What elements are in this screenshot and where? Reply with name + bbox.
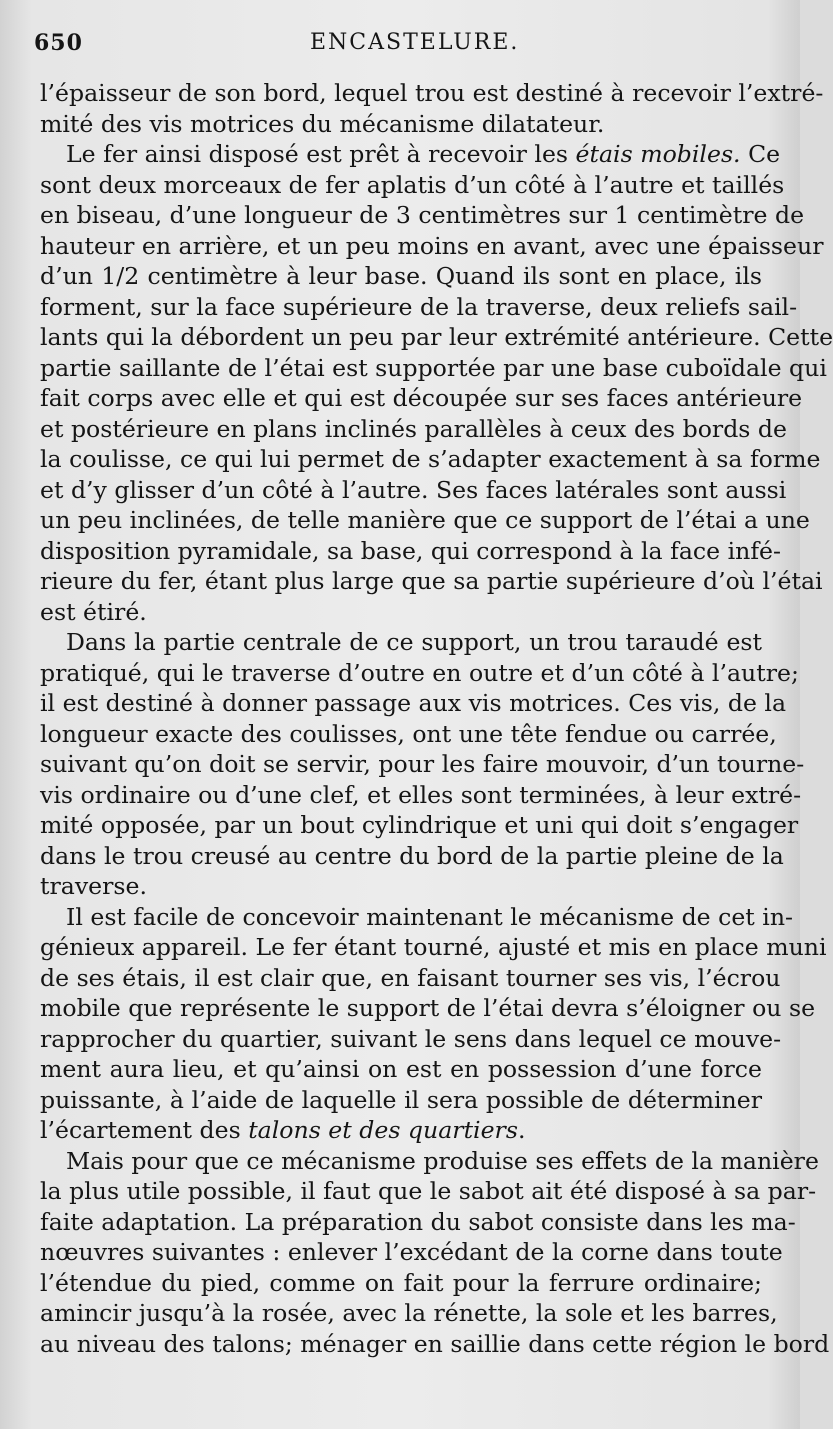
text-line: Il est facile de concevoir maintenant le mécanisme de cet in- <box>66 902 794 931</box>
text-line: en biseau, d’une longueur de 3 centimètres sur 1 centimètre de <box>40 201 805 229</box>
text-line <box>40 139 781 170</box>
text-line: un peu inclinées, de telle manière que ce support de l’étai a une <box>40 506 810 534</box>
text-span: Ce <box>748 140 781 168</box>
text-line: vis ordinaire ou d’une clef, et elles sont terminées, à leur extré- <box>40 780 802 809</box>
text-line <box>40 1115 762 1146</box>
text-line: rapprocher du quartier, suivant le sens dans lequel ce mouve- <box>40 1024 782 1053</box>
text-line: la coulisse, ce qui lui permet de s’adapter exactement à sa forme <box>40 445 821 473</box>
text-line: l’étendue du pied, comme on fait pour la ferrure ordinaire; <box>40 1268 762 1297</box>
text-line: partie saillante de l’étai est supportée par une base cuboïdale qui <box>40 353 827 382</box>
text-line: traverse. <box>40 872 147 900</box>
text-span: Le fer ainsi disposé est prêt à recevoir les <box>66 140 569 168</box>
text-line: suivant qu’on doit se servir, pour les faire mouvoir, d’un tourne- <box>40 750 805 778</box>
text-line: et postérieure en plans inclinés parallèles à ceux des bords de <box>40 414 787 443</box>
text-line: de ses étais, il est clair que, en faisant tourner ses vis, l’écrou <box>40 963 781 992</box>
page-number: 650 <box>34 30 83 56</box>
text-line: l’épaisseur de son bord, lequel trou est destiné à recevoir l’extré- <box>40 79 824 107</box>
text-line: faite adaptation. La préparation du sabot consiste dans les ma- <box>40 1207 796 1236</box>
text-line: hauteur en arrière, et un peu moins en avant, avec une épaisseur <box>40 231 824 260</box>
text-line: et d’y glisser d’un côté à l’autre. Ses faces latérales sont aussi <box>40 475 787 504</box>
text-line: dans le trou creusé au centre du bord de la partie pleine de la <box>40 841 784 870</box>
italic-term: étais mobiles. <box>575 140 741 168</box>
text-span: . <box>517 1116 526 1144</box>
page-header <box>34 30 760 64</box>
text-line: amincir jusqu’à la rosée, avec la rénette, la sole et les barres, <box>40 1299 778 1327</box>
text-line: disposition pyramidale, sa base, qui correspond à la face infé- <box>40 536 781 565</box>
text-line: mité opposée, par un bout cylindrique et uni qui doit s’engager <box>40 811 799 839</box>
text-line: la plus utile possible, il faut que le sabot ait été disposé à sa par- <box>40 1177 817 1205</box>
text-line: rieure du fer, étant plus large que sa partie supérieure d’où l’étai <box>40 567 823 595</box>
text-line: sont deux morceaux de fer aplatis d’un côté à l’autre et taillés <box>40 170 785 199</box>
text-line: au niveau des talons; ménager en saillie dans cette région le bord <box>40 1329 830 1358</box>
text-line: ment aura lieu, et qu’ainsi on est en possession d’une force <box>40 1055 762 1083</box>
body-text <box>40 78 833 1359</box>
text-line: Dans la partie centrale de ce support, un trou taraudé est <box>66 628 762 656</box>
text-span: l’écartement des <box>40 1116 241 1144</box>
italic-term: talons et des quartiers <box>248 1116 518 1144</box>
text-line: mité des vis motrices du mécanisme dilatateur. <box>40 109 605 138</box>
text-line: pratiqué, qui le traverse d’outre en outre et d’un côté à l’autre; <box>40 658 799 687</box>
text-line: lants qui la débordent un peu par leur extrémité antérieure. Cette <box>40 323 833 351</box>
text-line: fait corps avec elle et qui est découpée sur ses faces antérieure <box>40 384 803 412</box>
text-line: puissante, à l’aide de laquelle il sera possible de déterminer <box>40 1085 762 1114</box>
text-line: Mais pour que ce mécanisme produise ses effets de la manière <box>66 1146 819 1175</box>
text-line: d’un 1/2 centimètre à leur base. Quand ils sont en place, ils <box>40 262 762 290</box>
text-line: est étiré. <box>40 597 147 626</box>
text-line: forment, sur la face supérieure de la traverse, deux reliefs sail- <box>40 292 798 321</box>
running-title: ENCASTELURE. <box>310 30 520 55</box>
text-line: mobile que représente le support de l’étai devra s’éloigner ou se <box>40 994 816 1022</box>
text-line: longueur exacte des coulisses, ont une tête fendue ou carrée, <box>40 719 777 748</box>
text-line: il est destiné à donner passage aux vis motrices. Ces vis, de la <box>40 689 787 717</box>
text-line: nœuvres suivantes : enlever l’excédant de la corne dans toute <box>40 1238 783 1266</box>
text-line: génieux appareil. Le fer étant tourné, ajusté et mis en place muni <box>40 933 827 961</box>
